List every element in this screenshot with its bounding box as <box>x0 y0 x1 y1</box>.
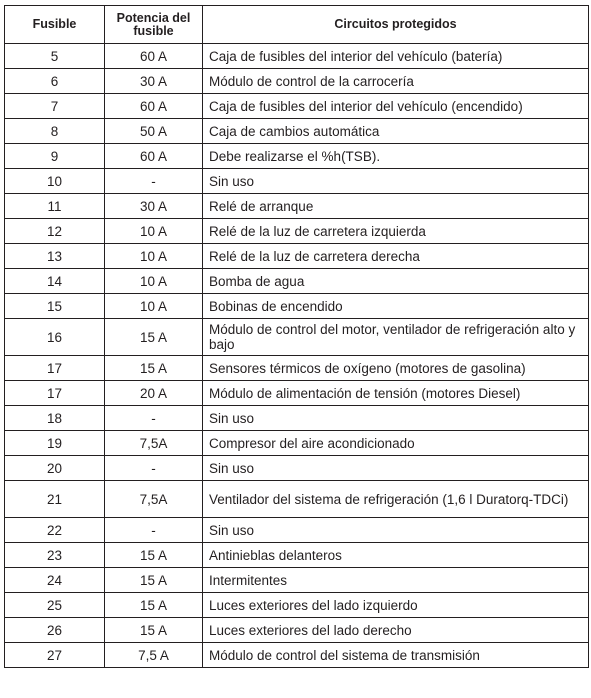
table-row <box>5 618 589 643</box>
header-circuits: Circuitos protegidos <box>203 6 589 44</box>
fuse-rating-cell: 20 A <box>105 381 203 406</box>
protected-circuit-cell: Sin uso <box>203 518 589 543</box>
fuse-number-cell: 10 <box>5 169 105 194</box>
fuse-rating-cell: 60 A <box>105 94 203 119</box>
protected-circuit-cell: Sin uso <box>203 169 589 194</box>
table-row <box>5 144 589 169</box>
fuse-number-cell: 22 <box>5 518 105 543</box>
table-row <box>5 269 589 294</box>
fuse-rating-cell: 60 A <box>105 144 203 169</box>
fuse-number-cell: 13 <box>5 244 105 269</box>
fuse-rating-cell: 10 A <box>105 219 203 244</box>
fuse-rating-cell: 7,5A <box>105 481 203 518</box>
fuse-number-cell: 6 <box>5 69 105 94</box>
fuse-number-cell: 16 <box>5 319 105 356</box>
protected-circuit-cell: Intermitentes <box>203 568 589 593</box>
fuse-rating-cell: - <box>105 456 203 481</box>
table-row <box>5 294 589 319</box>
protected-circuit-cell: Compresor del aire acondicionado <box>203 431 589 456</box>
protected-circuit-cell: Sin uso <box>203 406 589 431</box>
table-row <box>5 44 589 69</box>
fuse-number-cell: 8 <box>5 119 105 144</box>
fuse-number-cell: 26 <box>5 618 105 643</box>
protected-circuit-cell: Antinieblas delanteros <box>203 543 589 568</box>
protected-circuit-cell: Debe realizarse el %h(TSB). <box>203 144 589 169</box>
fuse-number-cell: 25 <box>5 593 105 618</box>
fuse-number-cell: 20 <box>5 456 105 481</box>
protected-circuit-cell: Ventilador del sistema de refrigeración (1,6 l Duratorq-TDCi) <box>203 481 589 518</box>
fuse-rating-cell: 15 A <box>105 356 203 381</box>
fuse-rating-cell: 10 A <box>105 294 203 319</box>
header-fuse: Fusible <box>5 6 105 44</box>
fuse-number-cell: 15 <box>5 294 105 319</box>
table-row <box>5 119 589 144</box>
protected-circuit-cell: Relé de la luz de carretera derecha <box>203 244 589 269</box>
fuse-number-cell: 5 <box>5 44 105 69</box>
fuse-rating-cell: 60 A <box>105 44 203 69</box>
table-row <box>5 69 589 94</box>
fuse-number-cell: 18 <box>5 406 105 431</box>
fuse-number-cell: 17 <box>5 381 105 406</box>
fuse-number-cell: 23 <box>5 543 105 568</box>
fuse-rating-cell: 7,5 A <box>105 643 203 668</box>
table-row <box>5 381 589 406</box>
protected-circuit-cell: Luces exteriores del lado izquierdo <box>203 593 589 618</box>
fuse-number-cell: 9 <box>5 144 105 169</box>
protected-circuit-cell: Sensores térmicos de oxígeno (motores de gasolina) <box>203 356 589 381</box>
table-row <box>5 593 589 618</box>
table-row <box>5 456 589 481</box>
fuse-number-cell: 24 <box>5 568 105 593</box>
fuse-number-cell: 7 <box>5 94 105 119</box>
table-row <box>5 94 589 119</box>
table-row <box>5 481 589 518</box>
fuse-rating-cell: 30 A <box>105 194 203 219</box>
table-header <box>5 6 589 44</box>
protected-circuit-cell: Módulo de control del motor, ventilador de refrigeración alto y bajo <box>203 319 589 356</box>
protected-circuit-cell: Bobinas de encendido <box>203 294 589 319</box>
fuse-rating-cell: - <box>105 406 203 431</box>
fuse-number-cell: 17 <box>5 356 105 381</box>
fuse-number-cell: 12 <box>5 219 105 244</box>
protected-circuit-cell: Caja de fusibles del interior del vehículo (encendido) <box>203 94 589 119</box>
table-row <box>5 219 589 244</box>
header-rating: Potencia del fusible <box>105 6 203 44</box>
fuse-rating-cell: 15 A <box>105 568 203 593</box>
fuse-number-cell: 11 <box>5 194 105 219</box>
protected-circuit-cell: Bomba de agua <box>203 269 589 294</box>
table-row <box>5 169 589 194</box>
table-row <box>5 406 589 431</box>
header-row <box>5 6 589 44</box>
protected-circuit-cell: Módulo de control de la carrocería <box>203 69 589 94</box>
table-row <box>5 643 589 668</box>
table-body <box>5 44 589 668</box>
table-row <box>5 568 589 593</box>
fuse-number-cell: 21 <box>5 481 105 518</box>
fuse-number-cell: 19 <box>5 431 105 456</box>
fuse-number-cell: 14 <box>5 269 105 294</box>
table-row <box>5 356 589 381</box>
fuse-rating-cell: 10 A <box>105 269 203 294</box>
protected-circuit-cell: Módulo de control del sistema de transmisión <box>203 643 589 668</box>
protected-circuit-cell: Luces exteriores del lado derecho <box>203 618 589 643</box>
fuse-rating-cell: 15 A <box>105 618 203 643</box>
table-row <box>5 194 589 219</box>
fuse-rating-cell: 15 A <box>105 593 203 618</box>
fuse-rating-cell: 15 A <box>105 319 203 356</box>
fuse-table <box>4 5 589 668</box>
fuse-rating-cell: 10 A <box>105 244 203 269</box>
fuse-number-cell: 27 <box>5 643 105 668</box>
fuse-rating-cell: - <box>105 169 203 194</box>
protected-circuit-cell: Caja de cambios automática <box>203 119 589 144</box>
table-row <box>5 543 589 568</box>
table-row <box>5 244 589 269</box>
fuse-rating-cell: - <box>105 518 203 543</box>
table-row <box>5 431 589 456</box>
protected-circuit-cell: Caja de fusibles del interior del vehículo (batería) <box>203 44 589 69</box>
fuse-rating-cell: 15 A <box>105 543 203 568</box>
fuse-rating-cell: 50 A <box>105 119 203 144</box>
table-row <box>5 518 589 543</box>
table-row <box>5 319 589 356</box>
fuse-rating-cell: 7,5A <box>105 431 203 456</box>
protected-circuit-cell: Relé de la luz de carretera izquierda <box>203 219 589 244</box>
fuse-rating-cell: 30 A <box>105 69 203 94</box>
protected-circuit-cell: Sin uso <box>203 456 589 481</box>
protected-circuit-cell: Módulo de alimentación de tensión (motores Diesel) <box>203 381 589 406</box>
protected-circuit-cell: Relé de arranque <box>203 194 589 219</box>
